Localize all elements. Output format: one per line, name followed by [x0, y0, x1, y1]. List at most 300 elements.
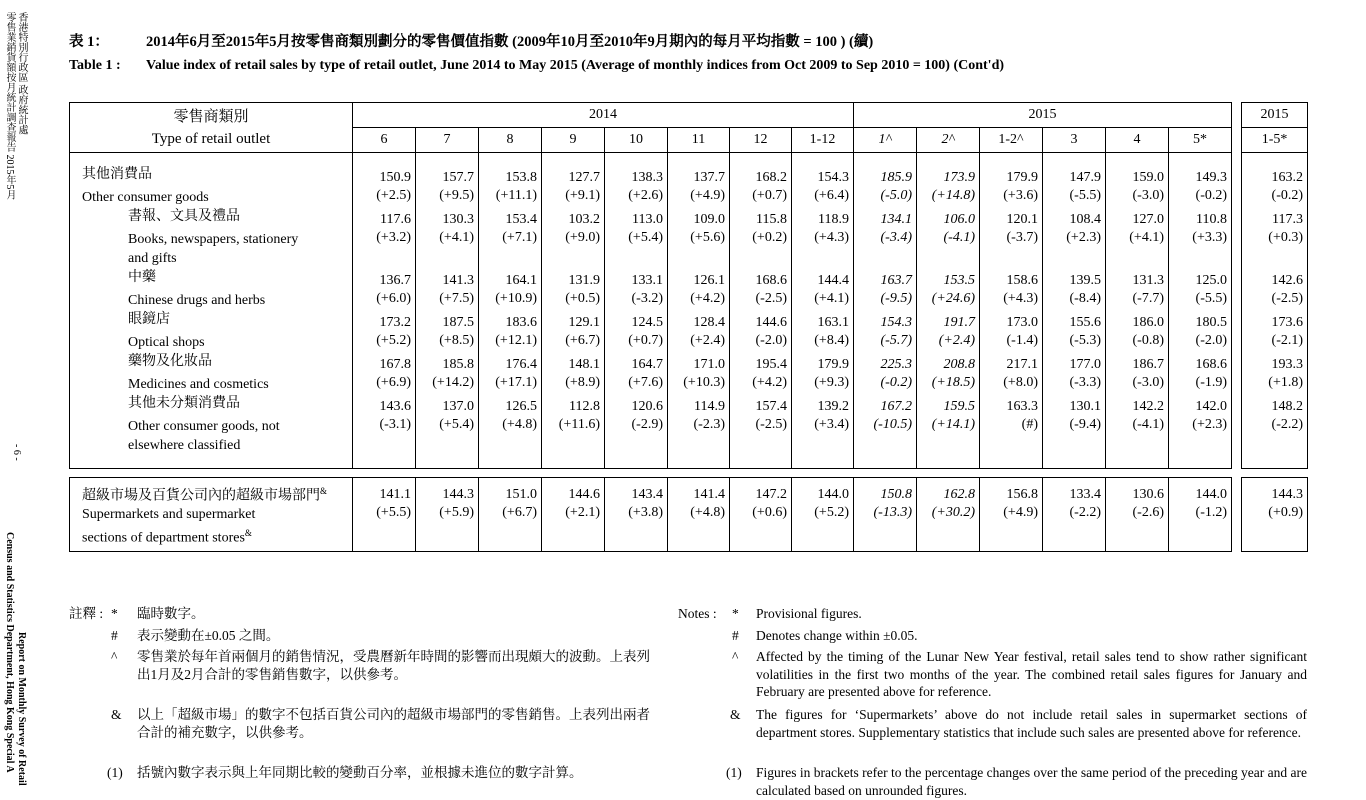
index-value: 171.0 [668, 352, 730, 375]
change-value: (+7.1) [479, 230, 542, 268]
change-value: (+9.0) [542, 230, 605, 268]
month-header: 11 [668, 128, 730, 153]
table-row [70, 188, 1308, 207]
index-value: 154.3 [854, 310, 917, 333]
index-value: 149.3 [1169, 165, 1232, 188]
change-value: (-5.5) [1169, 291, 1232, 310]
cum-index-value: 117.3 [1242, 207, 1308, 230]
table-row [70, 417, 1308, 455]
year-2014-header: 2014 [353, 103, 854, 128]
index-value: 163.7 [854, 268, 917, 291]
change-value: (+3.6) [980, 188, 1043, 207]
category-label-en: Chinese drugs and herbs [70, 291, 353, 310]
index-value: 138.3 [605, 165, 668, 188]
change-value: (+6.9) [353, 375, 416, 394]
index-value: 156.8 [980, 482, 1043, 506]
table-title-en [69, 58, 1004, 74]
type-header [70, 103, 353, 153]
index-value: 157.7 [416, 165, 479, 188]
index-value: 103.2 [542, 207, 605, 230]
index-value: 133.1 [605, 268, 668, 291]
notes-zh [69, 605, 669, 784]
change-value: (+9.3) [792, 375, 854, 394]
change-value: (-5.3) [1043, 333, 1106, 352]
year-2015-cum-header: 2015 [1242, 103, 1308, 128]
index-value: 177.0 [1043, 352, 1106, 375]
retail-index-table [69, 102, 1308, 552]
cum-index-value: 173.6 [1242, 310, 1308, 333]
change-value: (#) [980, 417, 1043, 455]
margin-report-title-en: Report on Monthly Survey of Retail [16, 632, 27, 786]
month-header: 9 [542, 128, 605, 153]
change-value: (-13.3) [854, 505, 917, 548]
change-value: (+17.1) [479, 375, 542, 394]
note-en-1 [678, 605, 1308, 627]
index-value: 144.6 [542, 482, 605, 506]
notes-en-heading: Notes : [678, 606, 717, 621]
margin-department-zh: 香港特別行政區 政府統計處 [16, 12, 27, 135]
index-value: 150.9 [353, 165, 416, 188]
change-value: (-3.4) [854, 230, 917, 268]
index-value: 137.0 [416, 394, 479, 417]
month-header: 1^ [854, 128, 917, 153]
category-label-zh: 超級市場及百貨公司內的超級市場部門& [70, 482, 353, 506]
change-value: (+9.5) [416, 188, 479, 207]
footnote-mark: & [320, 485, 328, 496]
change-value: (-4.1) [917, 230, 980, 268]
month-header: 12 [730, 128, 792, 153]
category-label-zh: 藥物及化妝品 [70, 352, 353, 375]
table-title-zh [69, 30, 873, 51]
index-value: 168.6 [1169, 352, 1232, 375]
table-row [70, 375, 1308, 394]
change-value: (+24.6) [917, 291, 980, 310]
index-value: 173.9 [917, 165, 980, 188]
index-value: 176.4 [479, 352, 542, 375]
change-value: (+11.1) [479, 188, 542, 207]
note-en-3 [678, 648, 1308, 706]
month-header: 4 [1106, 128, 1169, 153]
note-zh-key: & [111, 707, 122, 722]
index-value: 114.9 [668, 394, 730, 417]
index-value: 163.1 [792, 310, 854, 333]
change-value: (+4.3) [980, 291, 1043, 310]
note-en-text: Affected by the timing of the Lunar New Year festival, retail sales tend to show rather significant volatilities in the first two months of the year. The combined retail sales figures for January and February are presented above for reference. [756, 649, 1307, 699]
change-value: (-2.5) [730, 417, 792, 455]
cum-change-value: (+1.8) [1242, 375, 1308, 394]
table-row [70, 230, 1308, 268]
index-value: 141.1 [353, 482, 416, 506]
note-zh-key: (1) [107, 765, 123, 780]
change-value: (+3.3) [1169, 230, 1232, 268]
index-value: 127.0 [1106, 207, 1169, 230]
index-value: 179.9 [980, 165, 1043, 188]
index-value: 157.4 [730, 394, 792, 417]
index-value: 167.2 [854, 394, 917, 417]
change-value: (+5.4) [605, 230, 668, 268]
table-row [70, 310, 1308, 333]
change-value: (+0.7) [605, 333, 668, 352]
note-zh-2 [69, 627, 669, 648]
note-zh-5 [69, 764, 669, 784]
index-value: 183.6 [479, 310, 542, 333]
note-zh-1 [69, 605, 669, 627]
index-value: 141.4 [668, 482, 730, 506]
change-value: (-2.2) [1043, 505, 1106, 548]
change-value: (+4.9) [668, 188, 730, 207]
change-value: (+2.3) [1043, 230, 1106, 268]
index-value: 158.6 [980, 268, 1043, 291]
change-value: (-1.4) [980, 333, 1043, 352]
index-value: 142.2 [1106, 394, 1169, 417]
change-value: (+14.8) [917, 188, 980, 207]
table-title-zh-text: 2014年6月至2015年5月按零售商類別劃分的零售價值指數 (2009年10月至2010年9月期內的每月平均指數 = 100 ) (續) [146, 34, 874, 50]
change-value: (+30.2) [917, 505, 980, 548]
index-value: 144.0 [792, 482, 854, 506]
table-row [70, 394, 1308, 417]
change-value: (-3.0) [1106, 188, 1169, 207]
change-value: (-5.0) [854, 188, 917, 207]
change-value: (-1.9) [1169, 375, 1232, 394]
index-value: 125.0 [1169, 268, 1232, 291]
category-label-en: Supermarkets and supermarket sections of department stores& [70, 505, 353, 548]
change-value: (+2.4) [668, 333, 730, 352]
change-value: (+8.0) [980, 375, 1043, 394]
month-header: 6 [353, 128, 416, 153]
note-en-text: Provisional figures. [756, 606, 862, 621]
cum-change-value: (-2.5) [1242, 291, 1308, 310]
change-value: (-1.2) [1169, 505, 1232, 548]
table-row [70, 505, 1308, 548]
change-value: (+6.7) [542, 333, 605, 352]
note-zh-text: 表示變動在±0.05 之間。 [137, 628, 280, 643]
index-value: 186.7 [1106, 352, 1169, 375]
change-value: (-3.2) [605, 291, 668, 310]
type-header-en: Type of retail outlet [151, 130, 271, 147]
year-2015-header: 2015 [854, 103, 1232, 128]
index-value: 129.1 [542, 310, 605, 333]
change-value: (+6.7) [479, 505, 542, 548]
index-value: 173.2 [353, 310, 416, 333]
index-value: 144.0 [1169, 482, 1232, 506]
index-value: 120.1 [980, 207, 1043, 230]
index-value: 153.4 [479, 207, 542, 230]
category-label-zh: 中藥 [70, 268, 353, 291]
index-value: 150.8 [854, 482, 917, 506]
index-value: 208.8 [917, 352, 980, 375]
note-zh-key: * [111, 606, 118, 621]
index-value: 126.1 [668, 268, 730, 291]
index-value: 131.9 [542, 268, 605, 291]
change-value: (-2.9) [605, 417, 668, 455]
index-value: 115.8 [730, 207, 792, 230]
cum-index-value: 193.3 [1242, 352, 1308, 375]
index-value: 143.6 [353, 394, 416, 417]
index-value: 173.0 [980, 310, 1043, 333]
table-row [70, 482, 1308, 506]
change-value: (+5.6) [668, 230, 730, 268]
note-zh-text: 零售業於每年首兩個月的銷售情況，受農曆新年時間的影響而出現頗大的波動。上表列出1月及2月合計的零售銷售數字，以供參考。 [137, 649, 650, 682]
note-en-2 [678, 627, 1308, 648]
change-value: (+18.5) [917, 375, 980, 394]
note-zh-text: 以上「超級市場」的數字不包括百貨公司內的超級市場部門的零售銷售。上表列出兩者合計的補充數字，以供參考。 [137, 707, 650, 740]
change-value: (+7.6) [605, 375, 668, 394]
index-value: 143.4 [605, 482, 668, 506]
index-value: 163.3 [980, 394, 1043, 417]
index-value: 133.4 [1043, 482, 1106, 506]
index-value: 191.7 [917, 310, 980, 333]
change-value: (+5.5) [353, 505, 416, 548]
index-value: 159.5 [917, 394, 980, 417]
change-value: (-0.2) [1169, 188, 1232, 207]
table-label-en: Table 1 : [69, 58, 121, 73]
index-value: 185.9 [854, 165, 917, 188]
index-value: 108.4 [1043, 207, 1106, 230]
month-header: 3 [1043, 128, 1106, 153]
index-value: 134.1 [854, 207, 917, 230]
change-value: (+4.9) [980, 505, 1043, 548]
change-value: (+0.2) [730, 230, 792, 268]
index-value: 109.0 [668, 207, 730, 230]
index-value: 137.7 [668, 165, 730, 188]
cum-index-value: 148.2 [1242, 394, 1308, 417]
change-value: (+5.2) [353, 333, 416, 352]
index-value: 153.8 [479, 165, 542, 188]
index-value: 106.0 [917, 207, 980, 230]
change-value: (+2.6) [605, 188, 668, 207]
change-value: (+4.8) [668, 505, 730, 548]
index-value: 141.3 [416, 268, 479, 291]
change-value: (+4.1) [792, 291, 854, 310]
table-label-zh: 表 1： [69, 34, 109, 50]
note-en-text: The figures for ‘Supermarkets’ above do not include retail sales in supermarket sections of department stores. Supplementary statistics that include such sales are presented above for reference. [756, 707, 1307, 740]
index-value: 151.0 [479, 482, 542, 506]
table-row [70, 291, 1308, 310]
index-value: 186.0 [1106, 310, 1169, 333]
category-label-en: Other consumer goods [70, 188, 353, 207]
index-value: 147.2 [730, 482, 792, 506]
change-value: (-0.8) [1106, 333, 1169, 352]
month-header: 10 [605, 128, 668, 153]
index-value: 130.3 [416, 207, 479, 230]
index-value: 154.3 [792, 165, 854, 188]
change-value: (+2.4) [917, 333, 980, 352]
change-value: (+14.2) [416, 375, 479, 394]
change-value: (+8.9) [542, 375, 605, 394]
note-zh-text: 括號內數字表示與上年同期比較的變動百分率，並根據未進位的數字計算。 [137, 765, 583, 780]
change-value: (+0.5) [542, 291, 605, 310]
index-value: 168.6 [730, 268, 792, 291]
change-value: (+2.3) [1169, 417, 1232, 455]
cum-month-header: 1-5* [1242, 128, 1308, 153]
index-value: 126.5 [479, 394, 542, 417]
change-value: (+9.1) [542, 188, 605, 207]
change-value: (-8.4) [1043, 291, 1106, 310]
cum-index-value: 144.3 [1242, 482, 1308, 506]
change-value: (+12.1) [479, 333, 542, 352]
note-en-key: # [732, 628, 739, 643]
change-value: (-3.0) [1106, 375, 1169, 394]
change-value: (+4.2) [668, 291, 730, 310]
cum-change-value: (+0.9) [1242, 505, 1308, 548]
change-value: (-7.7) [1106, 291, 1169, 310]
note-en-key: ^ [732, 649, 739, 664]
change-value: (-2.0) [730, 333, 792, 352]
note-zh-4 [69, 706, 669, 764]
cum-change-value: (-0.2) [1242, 188, 1308, 207]
change-value: (-9.4) [1043, 417, 1106, 455]
index-value: 130.6 [1106, 482, 1169, 506]
month-header: 8 [479, 128, 542, 153]
category-label-en: Books, newspapers, stationery and gifts [70, 230, 353, 268]
change-value: (+3.2) [353, 230, 416, 268]
change-value: (+2.1) [542, 505, 605, 548]
index-value: 127.7 [542, 165, 605, 188]
change-value: (+10.3) [668, 375, 730, 394]
index-value: 195.4 [730, 352, 792, 375]
index-value: 225.3 [854, 352, 917, 375]
change-value: (-2.3) [668, 417, 730, 455]
index-value: 139.5 [1043, 268, 1106, 291]
change-value: (+10.9) [479, 291, 542, 310]
change-value: (-0.2) [854, 375, 917, 394]
index-value: 164.1 [479, 268, 542, 291]
table-row [70, 268, 1308, 291]
note-zh-key: ^ [111, 649, 118, 664]
note-en-text: Denotes change within ±0.05. [756, 628, 918, 643]
index-value: 155.6 [1043, 310, 1106, 333]
change-value: (-3.7) [980, 230, 1043, 268]
change-value: (-3.3) [1043, 375, 1106, 394]
change-value: (-9.5) [854, 291, 917, 310]
index-value: 128.4 [668, 310, 730, 333]
cum-change-value: (+0.3) [1242, 230, 1308, 268]
category-label-zh: 眼鏡店 [70, 310, 353, 333]
note-zh-key: # [111, 628, 118, 643]
change-value: (+6.4) [792, 188, 854, 207]
note-en-key: * [732, 606, 739, 621]
index-value: 130.1 [1043, 394, 1106, 417]
change-value: (+6.0) [353, 291, 416, 310]
index-value: 131.3 [1106, 268, 1169, 291]
footnote-mark: & [244, 528, 252, 539]
table-row [70, 352, 1308, 375]
index-value: 118.9 [792, 207, 854, 230]
index-value: 117.6 [353, 207, 416, 230]
index-value: 113.0 [605, 207, 668, 230]
table-row [70, 333, 1308, 352]
margin-department-en: Census and Statistics Department, Hong Kong Special A [4, 532, 15, 773]
note-en-key: (1) [726, 765, 742, 780]
index-value: 159.0 [1106, 165, 1169, 188]
change-value: (-5.7) [854, 333, 917, 352]
index-value: 110.8 [1169, 207, 1232, 230]
index-value: 168.2 [730, 165, 792, 188]
index-value: 167.8 [353, 352, 416, 375]
change-value: (-3.1) [353, 417, 416, 455]
change-value: (-5.5) [1043, 188, 1106, 207]
index-value: 147.9 [1043, 165, 1106, 188]
change-value: (+8.4) [792, 333, 854, 352]
change-value: (-2.5) [730, 291, 792, 310]
category-label-en: Optical shops [70, 333, 353, 352]
change-value: (+4.1) [1106, 230, 1169, 268]
index-value: 217.1 [980, 352, 1043, 375]
change-value: (-4.1) [1106, 417, 1169, 455]
index-value: 148.1 [542, 352, 605, 375]
index-value: 144.6 [730, 310, 792, 333]
index-value: 187.5 [416, 310, 479, 333]
index-value: 180.5 [1169, 310, 1232, 333]
month-header: 7 [416, 128, 479, 153]
note-en-text: Figures in brackets refer to the percentage changes over the same period of the preceding year and are calculated based on unrounded figures. [756, 765, 1307, 798]
table-row [70, 165, 1308, 188]
index-value: 164.7 [605, 352, 668, 375]
notes-zh-heading: 註釋 : [69, 606, 104, 621]
month-header: 1-12 [792, 128, 854, 153]
month-header: 1-2^ [980, 128, 1043, 153]
change-value: (+4.8) [479, 417, 542, 455]
cum-change-value: (-2.1) [1242, 333, 1308, 352]
change-value: (-2.0) [1169, 333, 1232, 352]
index-value: 139.2 [792, 394, 854, 417]
index-value: 124.5 [605, 310, 668, 333]
table-title-en-text: Value index of retail sales by type of retail outlet, June 2014 to May 2015 (Average of monthly indices from Oct 2009 to Sep 2010 = 100) (Cont'd) [146, 58, 1005, 73]
index-value: 185.8 [416, 352, 479, 375]
change-value: (+7.5) [416, 291, 479, 310]
change-value: (+0.7) [730, 188, 792, 207]
note-zh-3 [69, 648, 669, 706]
index-value: 142.0 [1169, 394, 1232, 417]
change-value: (-2.6) [1106, 505, 1169, 548]
category-label-zh: 書報、文具及禮品 [70, 207, 353, 230]
table-row [70, 207, 1308, 230]
index-value: 179.9 [792, 352, 854, 375]
notes-en [678, 605, 1308, 800]
change-value: (+4.3) [792, 230, 854, 268]
note-en-4 [678, 706, 1308, 764]
index-value: 120.6 [605, 394, 668, 417]
index-value: 144.4 [792, 268, 854, 291]
change-value: (+11.6) [542, 417, 605, 455]
index-value: 144.3 [416, 482, 479, 506]
change-value: (+8.5) [416, 333, 479, 352]
category-label-en: Medicines and cosmetics [70, 375, 353, 394]
margin-report-title-zh: 零售業銷貨額按月統計調查報告 2015年5月 [4, 12, 15, 200]
cum-change-value: (-2.2) [1242, 417, 1308, 455]
change-value: (-10.5) [854, 417, 917, 455]
category-label-zh: 其他未分類消費品 [70, 394, 353, 417]
category-label-zh: 其他消費品 [70, 165, 353, 188]
change-value: (+5.4) [416, 417, 479, 455]
change-value: (+14.1) [917, 417, 980, 455]
index-value: 112.8 [542, 394, 605, 417]
cum-index-value: 163.2 [1242, 165, 1308, 188]
note-en-key: & [730, 707, 741, 722]
type-header-zh: 零售商類別 [173, 108, 249, 125]
note-zh-text: 臨時數字。 [137, 606, 205, 621]
change-value: (+4.1) [416, 230, 479, 268]
category-label-en: Other consumer goods, not elsewhere classified [70, 417, 353, 455]
change-value: (+3.4) [792, 417, 854, 455]
change-value: (+5.9) [416, 505, 479, 548]
change-value: (+3.8) [605, 505, 668, 548]
change-value: (+5.2) [792, 505, 854, 548]
page-number: - 6 - [11, 444, 22, 461]
month-header: 2^ [917, 128, 980, 153]
change-value: (+4.2) [730, 375, 792, 394]
change-value: (+2.5) [353, 188, 416, 207]
